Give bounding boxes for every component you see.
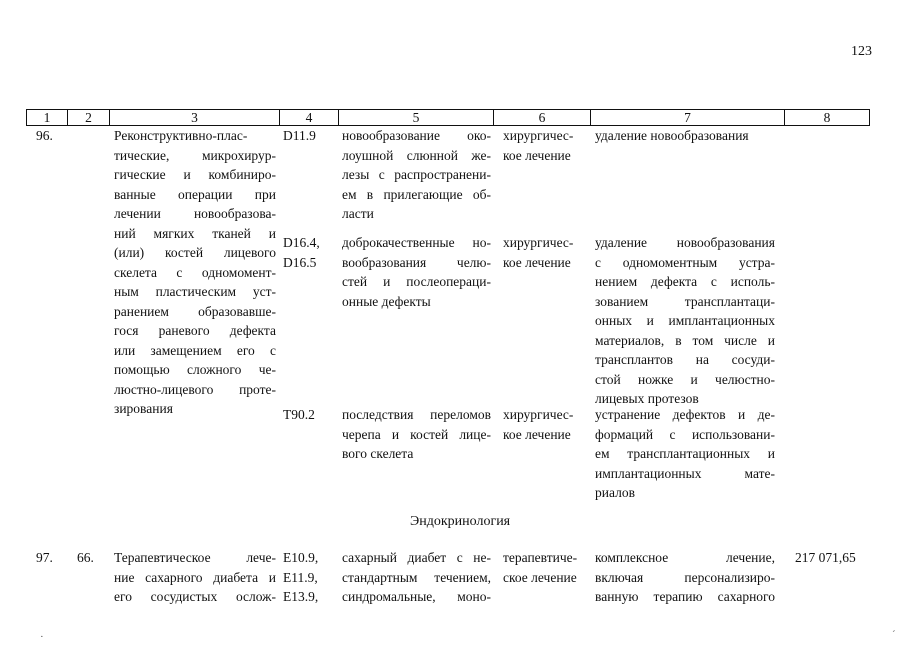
treatment-type (503, 405, 573, 444)
section-title: Эндокринология (410, 514, 511, 529)
text-line: его сосудистых ослож- (114, 589, 276, 604)
group-number: 66. (77, 550, 94, 565)
icd-codes (283, 548, 318, 607)
column-header: 3 (110, 110, 280, 126)
text-line: помощью сложного че- (114, 362, 276, 377)
treatment-method (595, 233, 775, 409)
text-line: вообразования челю- (342, 254, 491, 270)
text-line: ний мягких тканей и (114, 225, 276, 241)
icd-codes (283, 126, 316, 146)
row-number: 97. (36, 550, 53, 565)
text-line: зованием трансплантаци- (595, 293, 775, 309)
text-line: кое лечение (503, 426, 571, 442)
icd-code: D11.9 (283, 128, 316, 143)
text-line: сахарный диабет с не- (342, 550, 491, 565)
text-line: включая персонализиро- (595, 569, 775, 585)
text-line: Терапевтическое лече- (114, 550, 276, 565)
text-line: стей и послеопераци- (342, 274, 491, 289)
text-line: синдромальные, моно- (342, 589, 491, 604)
text-line: ласти (342, 206, 374, 221)
text-line: гося раневого дефекта (114, 323, 276, 338)
text-line: лечении новообразова- (114, 206, 276, 221)
cost-value: 217 071,65 (795, 550, 856, 565)
text-line: доброкачественные но- (342, 235, 491, 250)
column-header: 5 (339, 110, 494, 126)
text-line: удаление новообразования (595, 235, 775, 250)
text-line: имплантационных мате- (595, 465, 775, 481)
text-line: материалов, в том числе и (595, 332, 775, 348)
text-line: кое лечение (503, 147, 571, 163)
text-line: ным пластическим уст- (114, 284, 276, 299)
text-line: с одномоментным устра- (595, 254, 775, 270)
icd-code: E13.9, (283, 589, 319, 604)
row-number: 96. (36, 128, 53, 143)
service-name (114, 548, 276, 607)
text-line: стой ножке и челюстно- (595, 371, 775, 387)
text-line: Реконструктивно-плас- (114, 128, 248, 143)
text-line: трансплантов на сосуди- (595, 352, 775, 367)
text-line: лоушной слюнной же- (342, 147, 491, 163)
text-line: ское лечение (503, 569, 577, 585)
column-header: 1 (27, 110, 68, 126)
treatment-type (503, 126, 573, 165)
text-line: ванную терапию сахарного (595, 589, 775, 604)
page-number: 123 (851, 44, 872, 59)
text-line: зирования (114, 401, 173, 416)
patient-model (342, 548, 491, 607)
text-line: онные дефекты (342, 293, 431, 309)
treatment-type (503, 548, 577, 587)
text-line: удаление новообразования (595, 128, 749, 143)
column-header: 6 (494, 110, 591, 126)
treatment-method (595, 548, 775, 607)
column-header: 4 (280, 110, 339, 126)
service-name (114, 126, 276, 419)
text-line: ние сахарного диабета и (114, 569, 276, 585)
icd-code: T90.2 (283, 407, 315, 422)
text-line: лезы с распространени- (342, 167, 491, 182)
text-line: хирургичес- (503, 407, 574, 422)
patient-model (342, 126, 491, 224)
text-line: ранением образовавше- (114, 303, 276, 319)
text-line: (или) костей лицевого (114, 245, 276, 260)
text-line: стандартным течением, (342, 569, 491, 585)
treatment-method (595, 126, 749, 146)
patient-model (342, 405, 491, 464)
column-header: 2 (68, 110, 110, 126)
treatment-method (595, 405, 775, 503)
treatment-type (503, 233, 573, 272)
text-line: черепа и костей лице- (342, 426, 491, 442)
text-line: последствия переломов (342, 407, 491, 422)
text-line: хирургичес- (503, 128, 574, 143)
text-line: ванные операции при (114, 186, 276, 202)
text-line: или замещением его с (114, 342, 276, 358)
icd-codes (283, 405, 315, 425)
text-line: новообразование око- (342, 128, 491, 143)
icd-code: E10.9, (283, 550, 319, 565)
text-line: вого скелета (342, 446, 414, 461)
icd-code: D16.5 (283, 254, 317, 270)
text-line: терапевтиче- (503, 550, 578, 565)
text-line: кое лечение (503, 254, 571, 270)
text-line: устранение дефектов и де- (595, 407, 775, 422)
text-line: ем трансплантационных и (595, 446, 775, 461)
text-line: комплексное лечение, (595, 550, 775, 565)
text-line: гические и комбиниро- (114, 167, 276, 182)
text-line: нением дефекта с исполь- (595, 274, 775, 289)
table-header (26, 109, 870, 126)
icd-code: D16.4, (283, 235, 320, 250)
icd-code: E11.9, (283, 569, 318, 585)
text-line: формаций с использовани- (595, 426, 775, 442)
column-header: 8 (785, 110, 870, 126)
text-line: риалов (595, 485, 635, 500)
scan-speck: · (40, 631, 44, 643)
text-line: хирургичес- (503, 235, 574, 250)
patient-model (342, 233, 491, 311)
text-line: люстно-лицевого проте- (114, 381, 276, 397)
text-line: онных и имплантационных (595, 313, 775, 328)
icd-codes (283, 233, 320, 272)
text-line: лицевых протезов (595, 391, 699, 406)
scan-speck: ´ (892, 629, 896, 641)
column-header: 7 (591, 110, 785, 126)
text-line: скелета с одномомент- (114, 264, 276, 280)
text-line: ем в прилегающие об- (342, 186, 491, 202)
text-line: тические, микрохирур- (114, 147, 276, 163)
